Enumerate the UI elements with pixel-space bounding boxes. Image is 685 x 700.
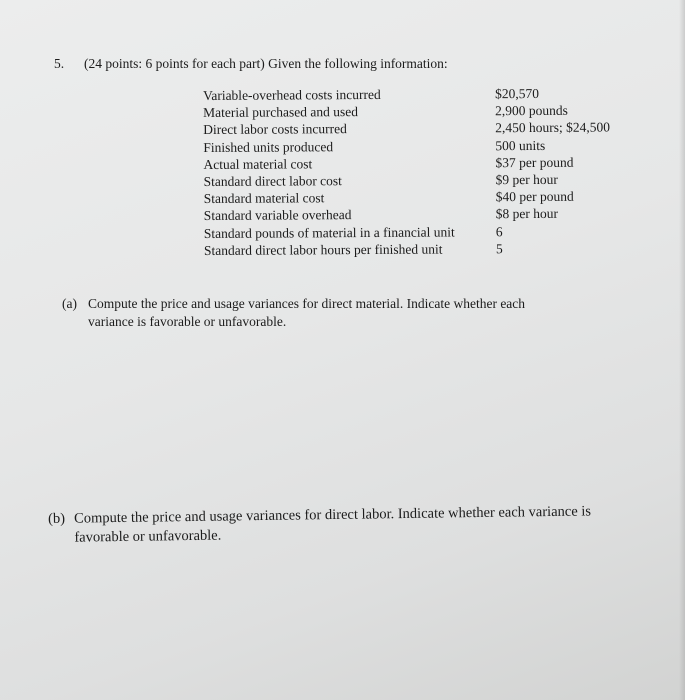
info-label: Material purchased and used [203,104,359,121]
info-value: 2,900 pounds [495,102,568,119]
info-label: Actual material cost [203,156,313,172]
info-label: Standard direct labor cost [203,173,342,189]
info-label: Direct labor costs incurred [203,121,347,138]
info-value: $9 per hour [495,171,558,188]
info-value: $40 per pound [495,188,574,205]
info-value: 500 units [495,137,546,153]
part-a-line1 [62,295,622,313]
info-label: Standard pounds of material in a financial unit [203,223,455,241]
question-header-text: (24 points: 6 points for each part) Given the following information: [84,56,448,71]
question-header [54,56,448,72]
info-label: Standard material cost [203,190,325,207]
question-number: 5. [54,56,65,71]
info-label: Standard direct labor hours per finished unit [203,241,443,258]
page-edge-shadow [679,0,685,700]
part-a [62,295,622,331]
part-b-text: Compute the price and usage variances for direct labor. Indicate whether each variance is [74,503,592,527]
info-label: Standard variable overhead [203,207,352,224]
info-row [204,239,644,259]
info-value: $20,570 [495,85,539,102]
part-a-text: Compute the price and usage variances for direct material. Indicate whether each [88,296,526,311]
info-value: $8 per hour [495,206,559,222]
info-label: Variable-overhead costs incurred [203,86,381,103]
info-value: 2,450 hours; $24,500 [495,119,611,136]
part-b-label: (b) [48,510,66,527]
info-value: $37 per pound [495,154,574,170]
info-value: 5 [495,240,503,256]
info-value: 6 [495,223,503,239]
part-a-line2: variance is favorable or unfavorable. [88,314,287,329]
part-a-label: (a) [62,296,77,311]
given-information-table [203,84,644,259]
info-label: Finished units produced [203,138,334,155]
part-b [48,501,668,548]
part-b-line2: favorable or unfavorable. [74,527,222,546]
